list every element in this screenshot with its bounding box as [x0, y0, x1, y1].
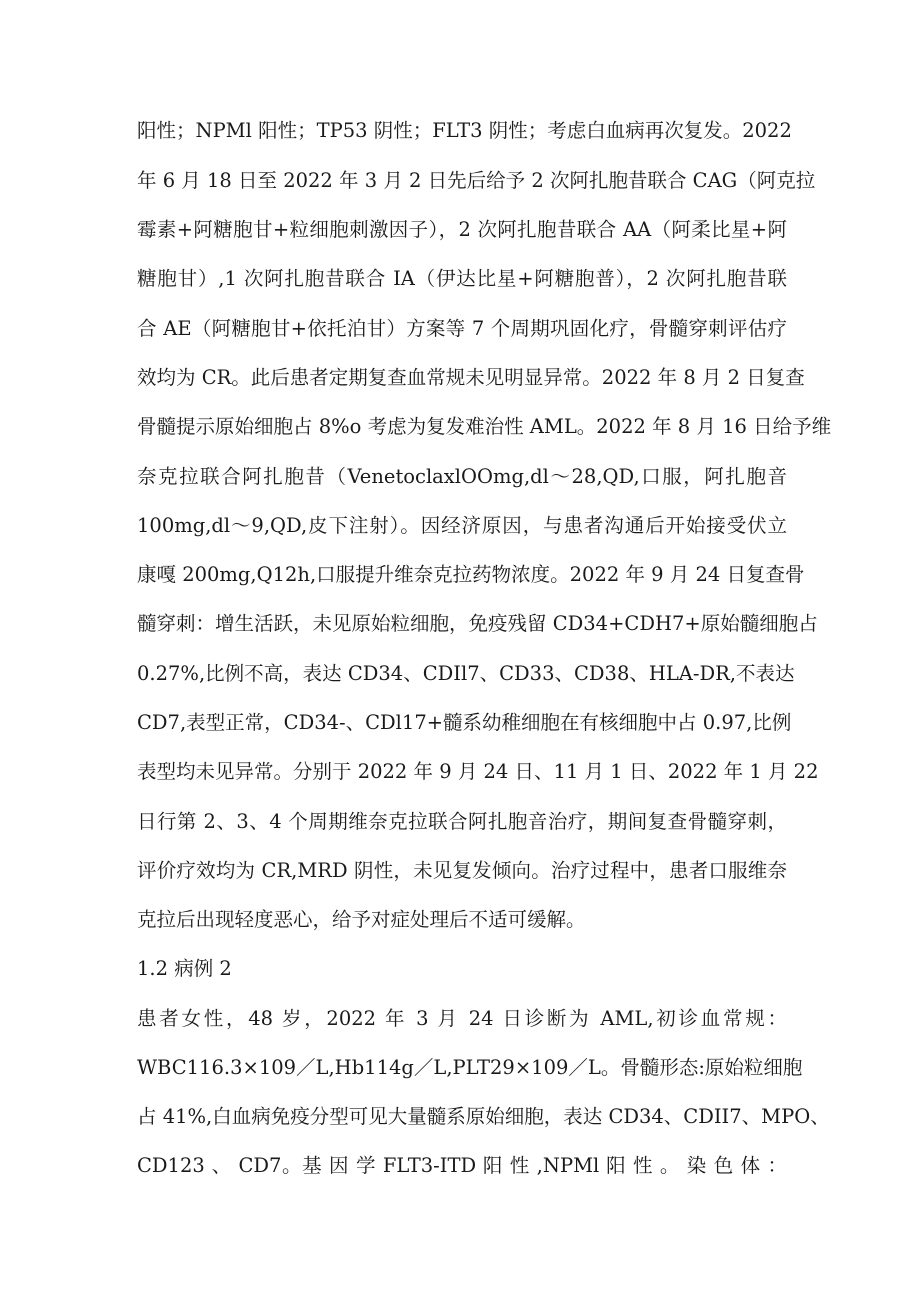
text-line-10: 康嘎 200mg,Q12h,口服提升维奈克拉药物浓度。2022 年 9 月 24 日复查骨: [137, 563, 805, 586]
text-line-2: 年 6 月 18 日至 2022 年 3 月 2 日先后给予 2 次阿扎胞昔联合 CAG（阿克拉: [137, 169, 816, 192]
text-line-16: 评价疗效均为 CR,MRD 阴性，未见复发倾向。治疗过程中，患者口服维奈: [137, 859, 787, 882]
text-line-8: 奈克拉联合阿扎胞昔（VenetoclaxlOOmg,dl～28,QD,口服，阿扎胞音: [137, 465, 787, 488]
text-line-22: CD123 、 CD7。基 因 学 FLT3-ITD 阳 性 ,NPMl 阳 性 。 染 色 体 ：: [137, 1154, 787, 1177]
text-line-7: 骨髓提示原始细胞占 8%o 考虑为复发难治性 AML。2022 年 8 月 16 日给予维: [137, 415, 832, 438]
text-line-4: 糖胞甘）,1 次阿扎胞昔联合 IA（伊达比星+阿糖胞普），2 次阿扎胞昔联: [137, 267, 787, 290]
text-line-19: 患者女性，48 岁，2022 年 3 月 24 日诊断为 AML,初诊血常规：: [137, 1007, 787, 1030]
text-line-20: WBC116.3×109／L,Hb114g／L,PLT29×109／L。骨髓形态:原始粒细胞: [137, 1056, 803, 1079]
text-line-11: 髓穿刺：增生活跃，未见原始粒细胞，免疫残留 CD34+CDH7+原始髓细胞占: [137, 612, 818, 635]
text-line-15: 日行第 2、3、4 个周期维奈克拉联合阿扎胞音治疗，期间复查骨髓穿刺，: [137, 810, 787, 833]
text-line-1: 阳性；NPMl 阳性；TP53 阴性；FLT3 阴性；考虑白血病再次复发。2022: [137, 119, 792, 142]
text-line-9: 100mg,dl～9,QD,皮下注射）。因经济原因，与患者沟通后开始接受伏立: [137, 514, 787, 537]
text-line-13: CD7,表型正常，CD34-、CDl17+髓系幼稚细胞在有核细胞中占 0.97,比例: [137, 711, 792, 734]
text-line-21: 占 41%,白血病免疫分型可见大量髓系原始细胞，表达 CD34、CDII7、MPO、: [137, 1105, 830, 1128]
text-line-12: 0.27%,比例不高，表达 CD34、CDIl7、CD33、CD38、HLA-DR,不表达: [137, 662, 795, 685]
text-line-14: 表型均未见异常。分别于 2022 年 9 月 24 日、11 月 1 日、2022 年 1 月 22: [137, 760, 819, 783]
text-line-6: 效均为 CR。此后患者定期复查血常规未见明显异常。2022 年 8 月 2 日复查: [137, 366, 805, 389]
section-heading: 1.2 病例 2: [137, 957, 232, 980]
text-line-5: 合 AE（阿糖胞甘+依托泊甘）方案等 7 个周期巩固化疗，骨髓穿刺评估疗: [137, 317, 787, 340]
text-line-17: 克拉后出现轻度恶心，给予对症处理后不适可缓解。: [137, 908, 586, 931]
text-line-3: 霉素+阿糖胞甘+粒细胞刺激因子），2 次阿扎胞昔联合 AA（阿柔比星+阿: [137, 218, 787, 241]
